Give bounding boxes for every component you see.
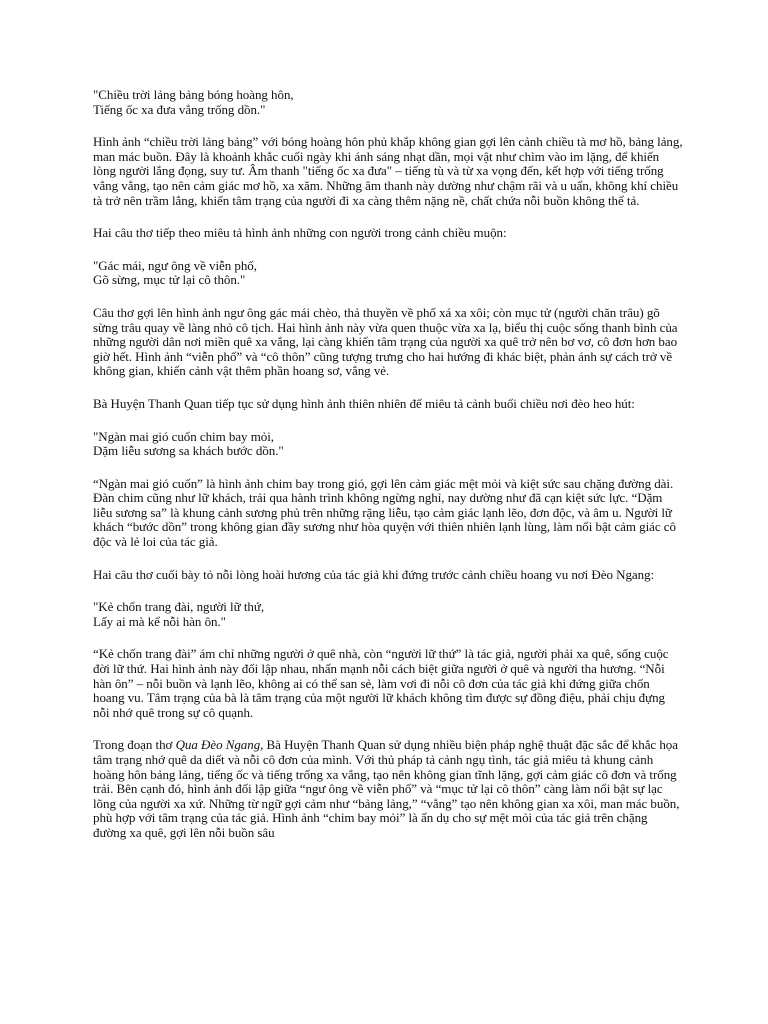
intro-paragraph-3: Bà Huyện Thanh Quan tiếp tục sử dụng hình ảnh thiên nhiên để miêu tả cảnh buổi chiều nơi đèo heo hút: bbox=[93, 395, 635, 411]
analysis-paragraph-1: Hình ảnh “chiều trời lảng bảng” với bóng hoàng hôn phủ khắp không gian gợi lên cảnh chiều tà mơ hồ, bảng lảng, man mác buồn. Đây là khoảnh khắc cuối ngày khi ánh sáng nhạt dần, mọi vật như chìm vào im lặng, để khiến lòng người lắng đọng, suy tư. Âm thanh "tiếng ốc xa đưa" – tiếng tù và từ xa vọng đến, kết hợp với tiếng trống vẳng vẳng, tạo nên cảm giác mơ hồ, xa xăm. Những âm thanh này dường như chậm rãi và u uẩn, không khí chiều tà trở nên trầm lắng, khiến tâm trạng của người đi xa càng thêm nặng nề, chất chứa nỗi buồn không thể tả. bbox=[93, 134, 683, 208]
poem-verse-4: "Kẻ chốn trang đài, người lữ thứ, Lấy ai mà kể nỗi hàn ôn." bbox=[93, 599, 265, 629]
intro-paragraph-2: Hai câu thơ tiếp theo miêu tả hình ảnh những con người trong cảnh chiều muộn: bbox=[93, 225, 507, 241]
poem-verse-1: "Chiều trời lảng bảng bóng hoàng hôn, Tiếng ốc xa đưa vẳng trống dồn." bbox=[93, 87, 294, 117]
poem-verse-3: "Ngàn mai gió cuốn chim bay mỏi, Dặm liễu sương sa khách bước dồn." bbox=[93, 428, 284, 459]
analysis-paragraph-4: “Kẻ chốn trang đài” ám chỉ những người ở quê nhà, còn “người lữ thứ” là tác giả, người phải xa quê, sống cuộc đời lữ thứ. Hai hình ảnh này đối lập nhau, nhấn mạnh nỗi cách biệt giữa người ở quê và người tha hương. “Nỗi hàn ôn” – nỗi buồn và lạnh lẽo, không ai có thể san sẻ, làm vơi đi nỗi cô đơn của tác giả khi đứng giữa chốn hoang vu. Tâm trạng của bà là tâm trạng của một người lữ khách không tìm được sự đồng điệu, phải chịu đựng nỗi nhớ quê trong sự cô quạnh. bbox=[93, 646, 669, 720]
conclusion-text-after: , Bà Huyện Thanh Quan sử dụng nhiều biện pháp nghệ thuật đặc sắc để khắc họa tâm trạng nhớ quê da diết và nỗi cô đơn của mình. Với thủ pháp tả cảnh ngụ tình, tác giả miêu tả khung cảnh hoàng hôn bảng lảng, tiếng ốc và tiếng trống xa vắng, tạo nên không gian tĩnh lặng, gợi cảm giác cô đơn và trống trải. Bên cạnh đó, hình ảnh đối lập giữa “ngư ông về viễn phố” và “mục tử lại cô thôn” càng làm nổi bật sự lạc lõng của người xa xứ. Những từ ngữ gợi cảm như “bảng lảng,” “vẳng” tạo nên không gian xa xôi, man mác buồn, phù hợp với tâm trạng của tác giả. Hình ảnh “chim bay mỏi” là ẩn dụ cho sự mệt mỏi của tác giả trên chặng đường xa quê, gợi lên nỗi buồn sâu bbox=[93, 737, 680, 840]
conclusion-paragraph bbox=[93, 738, 683, 840]
conclusion-text-before: Trong đoạn thơ bbox=[93, 737, 176, 753]
poem-title-italic: Qua Đèo Ngang bbox=[175, 737, 261, 753]
analysis-paragraph-2: Câu thơ gợi lên hình ảnh ngư ông gác mái chèo, thả thuyền về phố xá xa xôi; còn mục tử (người chăn trâu) gõ sừng trâu quay về làng nhỏ cô tịch. Hai hình ảnh này vừa quen thuộc vừa xa lạ, biểu thị cuộc sống thanh bình của những người dân nơi miền quê xa vắng, lại càng khiến tâm trạng của người xa quê trở nên bơ vơ, cô đơn hơn bao giờ hết. Hình ảnh “viễn phố” và “cô thôn” cũng tượng trưng cho hai hướng đi khác biệt, phản ánh sự cách trở về không gian, khiến cảnh vật thêm phần hoang sơ, vắng vẻ. bbox=[93, 304, 678, 379]
poem-verse-2: "Gác mái, ngư ông về viễn phố, Gõ sừng, mục tử lại cô thôn." bbox=[93, 257, 257, 288]
intro-paragraph-4: Hai câu thơ cuối bày tỏ nỗi lòng hoài hương của tác giả khi đứng trước cảnh chiều hoang vu nơi Đèo Ngang: bbox=[93, 566, 655, 582]
document-page bbox=[93, 88, 683, 841]
analysis-paragraph-3: “Ngàn mai gió cuốn” là hình ảnh chim bay trong gió, gợi lên cảm giác mệt mỏi và kiệt sức sau chặng đường dài. Đàn chim cũng như lữ khách, trải qua hành trình không ngừng nghỉ, nay dường như đã cạn kiệt sức lực. “Dặm liễu sương sa” là khung cảnh sương phủ trên những rặng liễu, tạo cảm giác lạnh lẽo, đơn độc, và âm u. Người lữ khách “bước dồn” trong không gian đầy sương như hòa quyện với thiên nhiên lạnh lùng, làm nổi bật cảm giác cô độc và lẻ loi của tác giả. bbox=[93, 475, 676, 550]
